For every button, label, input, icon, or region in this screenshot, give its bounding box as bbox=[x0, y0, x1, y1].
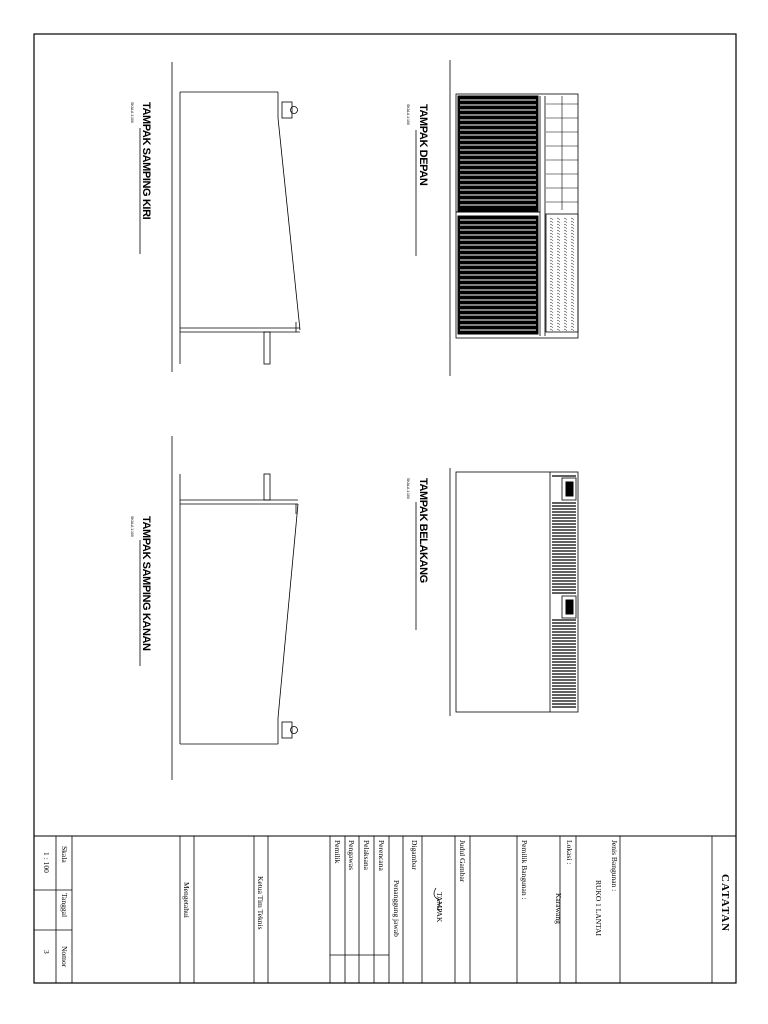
front-view-title: TAMPAK DEPAN bbox=[417, 104, 429, 186]
jenis-bangunan-label: Jenis Bangunan : bbox=[610, 840, 619, 892]
mengetahui-label: Mengetahui bbox=[182, 882, 191, 918]
pemilik-bangunan-label: Pemilik Bangunan : bbox=[520, 840, 529, 900]
pelaksana-label: Pelaksana bbox=[362, 840, 371, 870]
skala-label: Skala bbox=[60, 846, 69, 863]
left-view-scale: SKALA 1:100 bbox=[130, 102, 134, 123]
left-view-title: TAMPAK SAMPING KIRI bbox=[140, 102, 152, 220]
right-view-scale: SKALA 1:100 bbox=[130, 516, 134, 537]
perencana-label: Perencana bbox=[377, 840, 386, 871]
skala-value: 1 : 100 bbox=[42, 852, 51, 873]
front-elevation bbox=[450, 60, 578, 376]
lokasi-value: Karawang bbox=[554, 893, 563, 924]
judul-gambar-value: TAMPAK bbox=[435, 892, 444, 923]
pengawas-label: Pengawas bbox=[347, 840, 356, 870]
pemilik-label: Pemilik bbox=[333, 840, 342, 864]
left-side-elevation bbox=[172, 62, 300, 372]
rear-elevation bbox=[450, 468, 578, 716]
right-view-title: TAMPAK SAMPING KANAN bbox=[140, 516, 152, 651]
digambar-label: Digambar bbox=[410, 840, 419, 870]
rear-view-scale: SKALA 1:100 bbox=[406, 478, 410, 499]
catatan-heading: CATATAN bbox=[719, 874, 731, 933]
ketua-tim-teknis-label: Ketua Tim Teknis bbox=[256, 876, 265, 930]
jenis-bangunan-value: RUKO 1 LANTAI bbox=[594, 880, 603, 937]
penanggung-jawab-label: Penanggung jawab bbox=[392, 880, 401, 937]
lokasi-label: Lokasi : bbox=[565, 840, 574, 865]
nomor-value: 3 bbox=[42, 950, 51, 954]
right-side-elevation bbox=[172, 436, 298, 780]
front-view-scale: SKALA 1:100 bbox=[406, 104, 410, 125]
tanggal-label: Tanggal bbox=[60, 893, 69, 918]
judul-gambar-label: Judul Gambar bbox=[458, 840, 467, 883]
nomor-label: Nomor bbox=[60, 946, 69, 968]
rear-view-title: TAMPAK BELAKANG bbox=[417, 478, 429, 583]
